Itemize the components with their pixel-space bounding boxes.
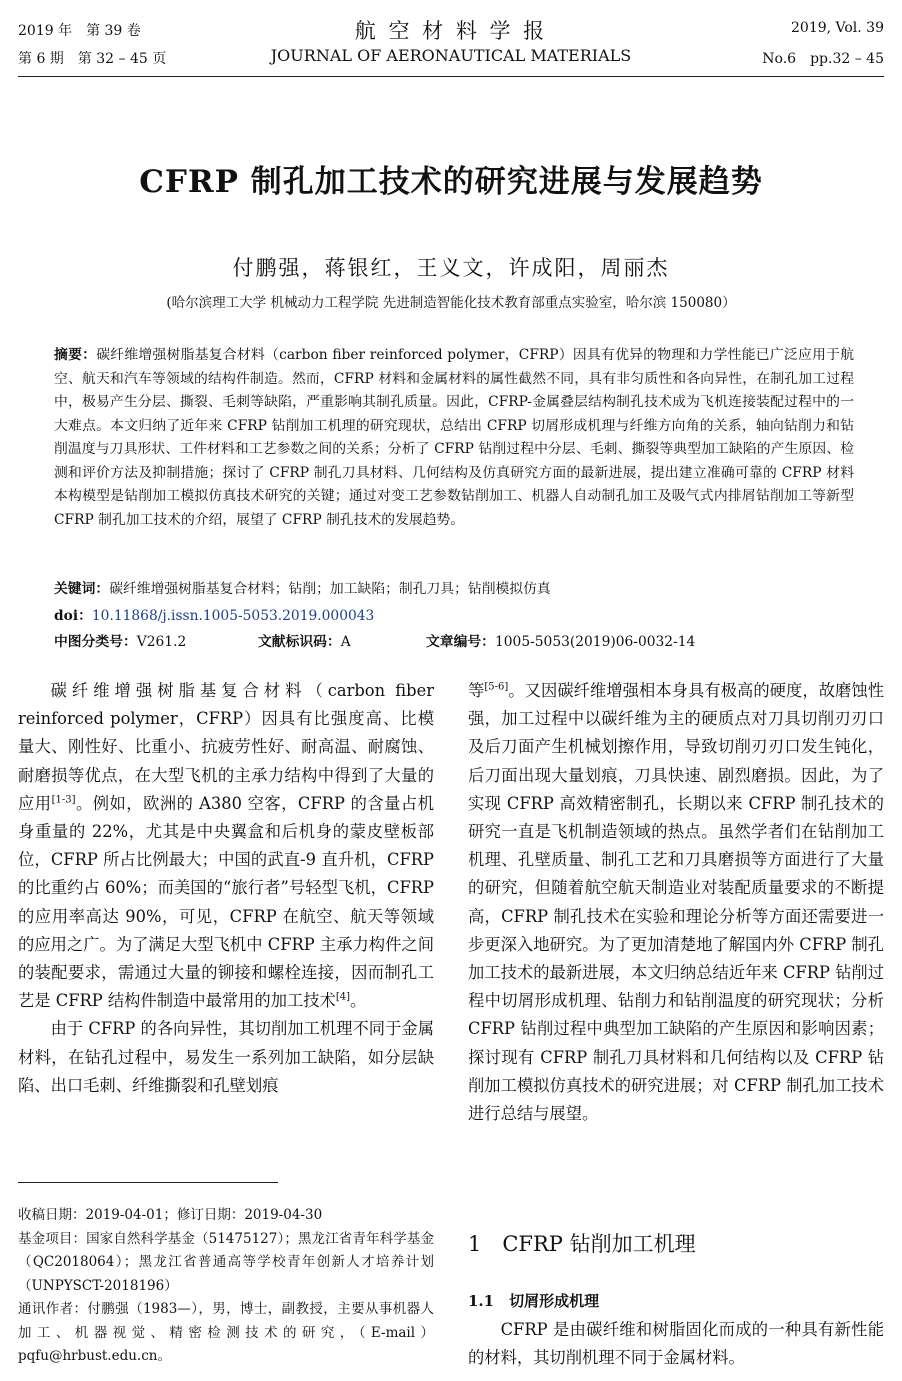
doc-code-label: 文献标识码：: [258, 634, 341, 650]
citation-4[interactable]: [4]: [335, 991, 350, 1003]
doc-code-value: A: [340, 634, 351, 650]
paragraph-anisotropy-cont: [468, 677, 884, 1128]
keywords-label: 关键词：: [54, 581, 110, 597]
citation-1-3[interactable]: [1-3]: [51, 794, 76, 806]
abstract-text: 碳纤维增强树脂基复合材料（carbon fiber reinforced polymer，CFRP）因具有优异的物理和力学性能已广泛应用于航空、航天和汽车等领域的结构件制造。然而，CFRP 材料和金属材料的属性截然不同，具有非匀质性和各向异性，在制孔加工过程中，极易产生分层、撕裂、毛刺等缺陷，严重影响其制孔质量。因此，CFRP-金属叠层结构制孔技术成为飞机连接装配过程中的一大难点。本文归纳了近年来 CFRP 钻削加工机理的研究现状，总结出 CFRP 切屑形成机理与纤维方向角的关系，轴向钻削力和钻削温度与刀具形状、工件材料和工艺参数之间的关系；分析了 CFRP 钻削过程中分层、毛刺、撕裂等典型加工缺陷的产生原因、检测和评价方法及抑制措施；探讨了 CFRP 制孔刀具材料、几何结构及仿真研究方面的最新进展，提出建立准确可靠的 CFRP 材料本构模型是钻削加工模拟仿真技术研究的关键；通过对变工艺参数钻削加工、机器人自动制孔加工及吸气式内排屑钻削加工等新型 CFRP 制孔加工技术的介绍，展望了 CFRP 制孔技术的发展趋势。: [54, 347, 855, 528]
article-title: CFRP 制孔加工技术的研究进展与发展趋势: [139, 164, 763, 200]
abstract: [54, 344, 854, 532]
abstract-label: 摘要：: [54, 347, 97, 363]
clc-label: 中图分类号：: [54, 634, 137, 650]
doc-code: [258, 630, 351, 650]
doi-link[interactable]: 10.11868/j.issn.1005-5053.2019.000043: [91, 608, 375, 624]
article-number-value: 1005-5053(2019)06-0032-14: [494, 634, 696, 650]
header-volume: 2019 年 第 39 卷: [18, 23, 141, 39]
anisotropy-cont-b: 。又因碳纤维增强相本身具有极高的硬度，故磨蚀性强，加工过程中以碳纤维为主的硬质点对刀具切削刃刃口及后刀面产生机械划擦作用，导致切削刃刃口发生钝化，后刀面出现大量划痕，刀具快速、剧烈磨损。因此，为了实现 CFRP 高效精密制孔，长期以来 CFRP 制孔技术的研究一直是飞机制造领域的热点。虽然学者们在钻削加工机理、孔壁质量、制孔工艺和刀具磨损等方面进行了大量的研究，但随着航空航天制造业对装配质量要求的不断提高，CFRP 制孔技术在实验和理论分析等方面还需要进一步更深入地研究。为了更加清楚地了解国内外 CFRP 制孔加工技术的最新进展，本文归纳总结近年来 CFRP 钻削过程中切屑形成机理、钻削力和钻削温度的研究现状；分析 CFRP 钻削过程中典型加工缺陷的产生原因和影响因素；探讨现有 CFRP 制孔刀具材料和几何结构以及 CFRP 钻削加工模拟仿真技术的研究进展；对 CFRP 制孔加工技术进行总结与展望。: [468, 681, 884, 1124]
citation-5-6[interactable]: [5-6]: [484, 681, 509, 693]
authors: 付鹏强，蒋银红，王义文，许成阳，周丽杰: [232, 256, 670, 280]
header-no-pp: No.6 pp.32 – 45: [762, 51, 884, 67]
affiliation: (哈尔滨理工大学 机械动力工程学院 先进制造智能化技术教育部重点实验室，哈尔滨 150080）: [166, 295, 736, 311]
subsection-heading-1-1: 1.1 切屑形成机理: [468, 1292, 600, 1310]
keywords-text: 碳纤维增强树脂基复合材料；钻削；加工缺陷；制孔刀具；钻削模拟仿真: [109, 581, 551, 597]
intro-text-c: 。: [350, 991, 367, 1011]
paragraph-anisotropy: [18, 1015, 434, 1100]
anisotropy-cont-a: 等: [468, 681, 485, 700]
section-heading-1: 1 CFRP 钻削加工机理: [468, 1232, 696, 1256]
article-number: [426, 630, 695, 650]
footnote: [18, 1204, 434, 1369]
journal-name-cn: 航 空 材 料 学 报: [354, 19, 548, 43]
footnote-rule: [18, 1182, 278, 1183]
body-left-column: [18, 677, 434, 1157]
chip-formation-text: CFRP 是由碳纤维和树脂固化而成的一种具有新性能的材料，其切削机理不同于金属材料。: [468, 1320, 884, 1368]
footnote-fund: 基金项目：国家自然科学基金（51475127）；黑龙江省青年科学基金（QC2018064）；黑龙江省普通高等学校青年创新人才培养计划（UNPYSCT-2018196）: [18, 1230, 434, 1294]
footnote-corresponding: 通讯作者：付鹏强（1983—），男，博士，副教授，主要从事机器人加工、机器视觉、精密检测技术的研究，（E-mail）pqfu@hrbust.edu.cn。: [18, 1301, 434, 1364]
doi: [54, 604, 374, 624]
header-issue-pages: 第 6 期 第 32 – 45 页: [18, 51, 167, 67]
doi-label: doi：: [54, 608, 92, 624]
intro-text-a: 碳纤维增强树脂基复合材料（carbon fiber reinforced polymer，CFRP）因具有比强度高、比模量大、刚性好、比重小、抗疲劳性好、耐高温、耐腐蚀、耐磨损等优点，在大型飞机的主承力结构中得到了大量的应用: [18, 681, 434, 813]
header-rule: [18, 76, 884, 77]
keywords: [54, 577, 551, 597]
intro-text-b: 。例如，欧洲的 A380 空客，CFRP 的含量占机身重量的 22%，尤其是中央翼盒和后机身的蒙皮壁板部位，CFRP 所占比例最大；中国的武直-9 直升机，CFRP 的比重约占 60%；而美国的“旅行者”号轻型飞机，CFRP 的应用率高达 90%，可见，CFRP 在航空、航天等领域的应用之广。为了满足大型飞机中 CFRP 主承力构件之间的装配要求，需通过大量的铆接和螺栓连接，因而制孔工艺是 CFRP 结构件制造中最常用的加工技术: [18, 793, 434, 1011]
clc-value: V261.2: [136, 634, 187, 650]
body-right-column: [468, 677, 884, 1215]
clc-number: [54, 630, 186, 650]
paragraph-chip-formation: [468, 1316, 884, 1378]
journal-name-en: JOURNAL OF AERONAUTICAL MATERIALS: [270, 46, 632, 65]
paragraph-intro: [18, 677, 434, 1015]
footnote-received: 收稿日期：2019-04-01；修订日期：2019-04-30: [18, 1207, 323, 1223]
article-number-label: 文章编号：: [426, 634, 495, 650]
anisotropy-text: 由于 CFRP 的各向异性，其切削加工机理不同于金属材料，在钻孔过程中，易发生一系列加工缺陷，如分层缺陷、出口毛刺、纤维撕裂和孔壁划痕: [18, 1019, 434, 1095]
header-year-vol: 2019, Vol. 39: [791, 20, 884, 36]
